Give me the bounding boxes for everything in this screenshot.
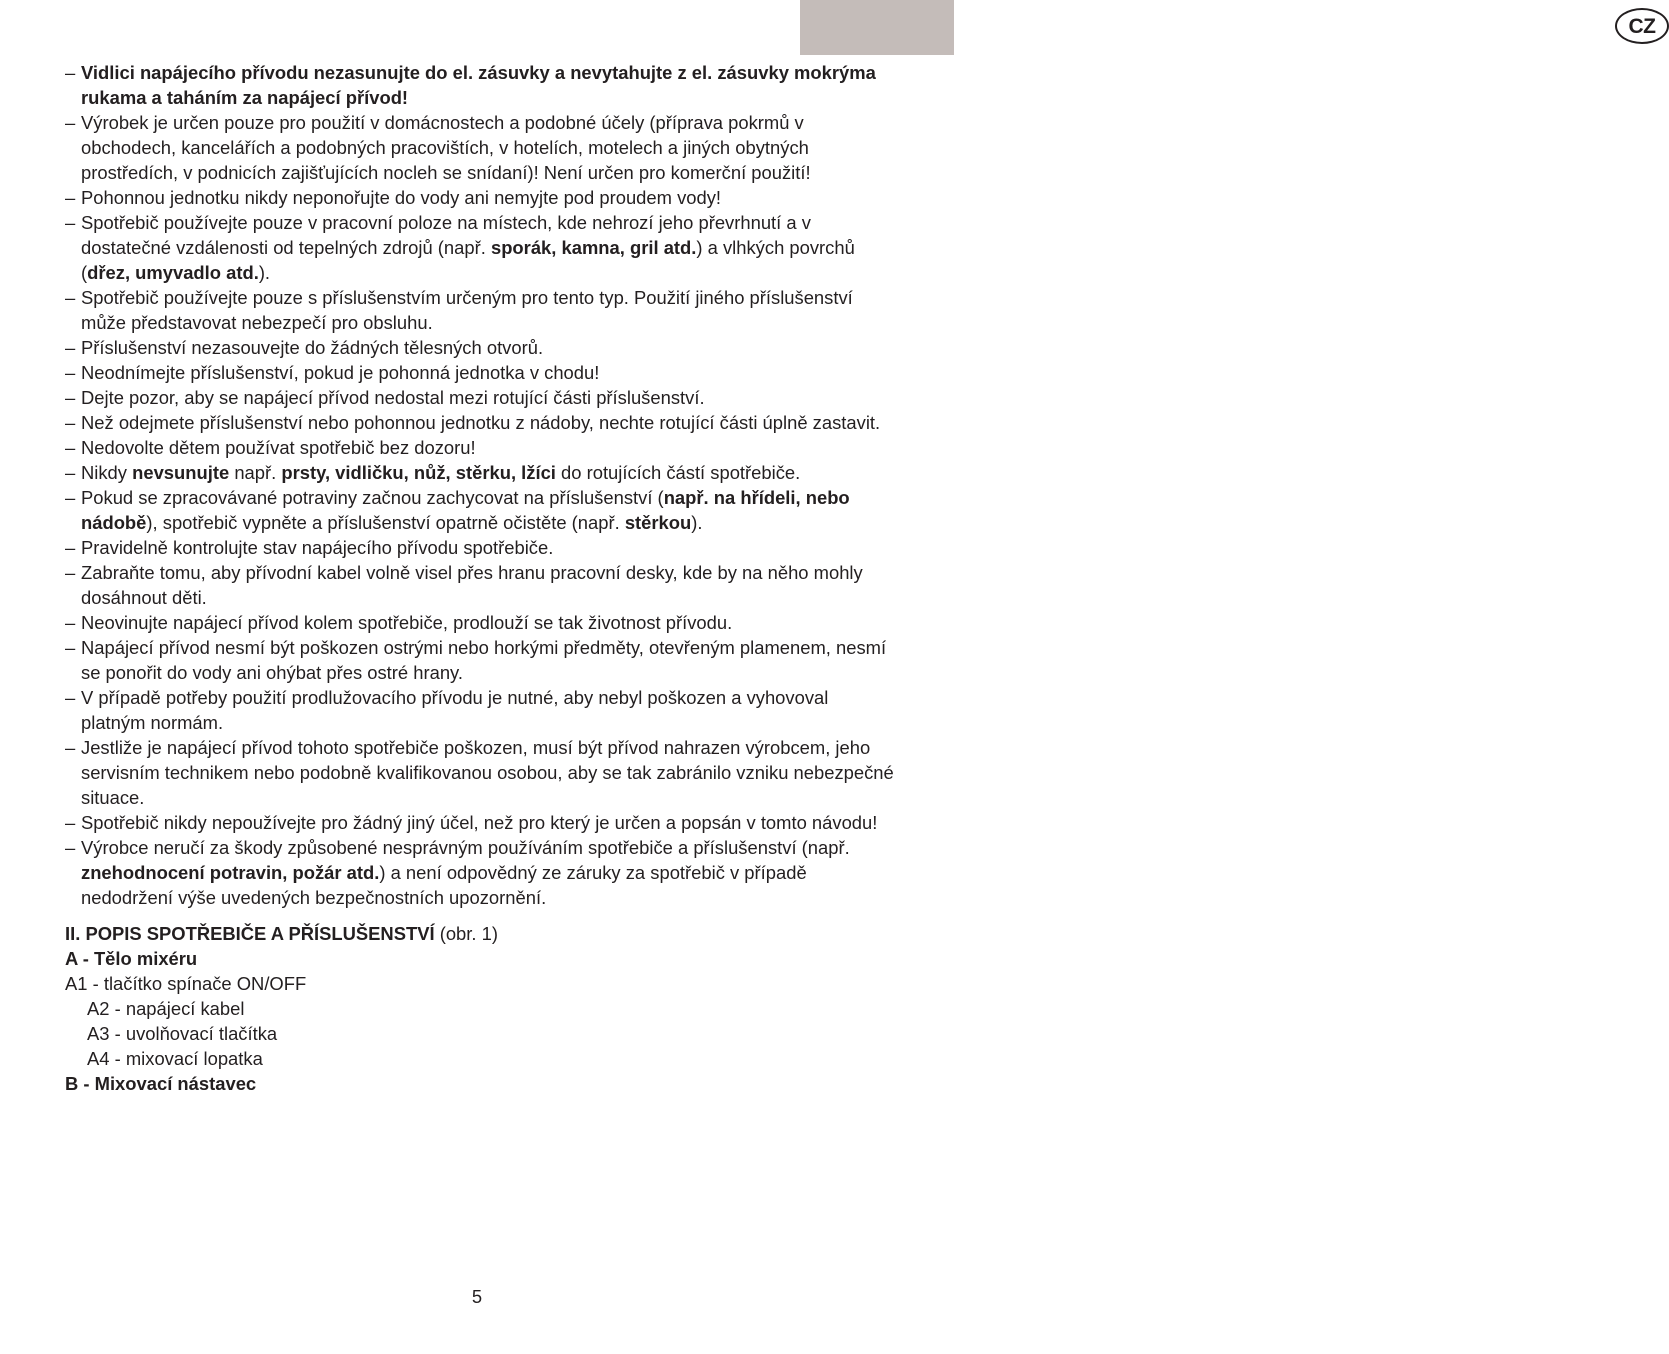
part-item-a1: A1 - tlačítko spínače ON/OFF [65,973,307,994]
bullet-dash: – [65,612,76,633]
item-text: Výrobce neručí za škody způsobené nesprávným používáním spotřebiče a příslušenství (např. [81,837,850,858]
page-number: 5 [471,1286,483,1307]
safety-item [65,535,895,560]
item-text: ). [691,512,703,533]
emphasis-text: např. na hřídeli, nebo nádobě [81,487,850,533]
item-text: ) a není odpovědný ze záruky za spotřebič v případě nedodržení výše uvedených bezpečnostních upozornění. [81,862,807,908]
safety-item [65,385,895,410]
item-text: Pravidelně kontrolujte stav napájecího přívodu spotřebiče. [81,537,554,558]
safety-item [65,685,895,735]
bullet-dash: – [65,62,76,83]
bullet-dash: – [65,387,76,408]
bullet-dash: – [65,562,76,583]
bullet-dash: – [65,112,76,133]
safety-item [65,335,895,360]
emphasis-text: znehodnocení potravin, požár atd. [81,862,380,883]
item-text: do rotujících částí spotřebiče. [555,462,801,483]
bullet-dash: – [65,437,76,458]
bullet-dash: – [65,212,76,233]
emphasis-text: Vidlici napájecího přívodu nezasunujte do el. zásuvky a nevytahujte z el. zásuvky mokrýma rukama a taháním za napájecí přívod! [81,62,876,108]
bullet-dash: – [65,362,76,383]
part-item-a3: A3 - uvolňovací tlačítka [87,1023,278,1044]
bullet-dash: – [65,337,76,358]
group-b-heading: B - Mixovací nástavec [65,1073,257,1094]
safety-item [65,60,895,110]
item-text: ) a vlhkých povrchů ( [81,237,855,283]
page-content [65,60,895,1096]
item-text: Než odejmete příslušenství nebo pohonnou jednotku z nádoby, nechte rotující části úplně zastavit. [81,412,881,433]
safety-item [65,810,895,835]
safety-item [65,110,895,185]
item-text: Nikdy [81,462,133,483]
section-title: II. POPIS SPOTŘEBIČE A PŘÍSLUŠENSTVÍ [65,923,435,944]
safety-item [65,735,895,810]
bullet-dash: – [65,837,76,858]
bullet-dash: – [65,462,76,483]
safety-item [65,360,895,385]
item-text: ), spotřebič vypněte a příslušenství opatrně očistěte (např. [146,512,625,533]
item-text: Napájecí přívod nesmí být poškozen ostrými nebo horkými předměty, otevřeným plamenem, nesmí se ponořit do vody ani ohýbat přes ostré hrany. [81,637,887,683]
emphasis-text: dřez, umyvadlo atd. [87,262,259,283]
item-text: Příslušenství nezasouvejte do žádných tělesných otvorů. [81,337,544,358]
safety-item [65,460,895,485]
language-badge: CZ [1615,8,1669,44]
bullet-dash: – [65,487,76,508]
item-text: Zabraňte tomu, aby přívodní kabel volně visel přes hranu pracovní desky, kde by na něho mohly dosáhnout děti. [81,562,863,608]
emphasis-text: nevsunujte [132,462,230,483]
item-text: Spotřebič nikdy nepoužívejte pro žádný jiný účel, než pro který je určen a popsán v tomto návodu! [81,812,878,833]
bullet-dash: – [65,412,76,433]
bullet-dash: – [65,637,76,658]
bullet-dash: – [65,812,76,833]
part-item-a2: A2 - napájecí kabel [87,998,245,1019]
safety-item [65,285,895,335]
safety-list [65,60,895,910]
safety-item [65,835,895,910]
item-text: Pokud se zpracovávané potraviny začnou zachycovat na příslušenství ( [81,487,664,508]
safety-item [65,435,895,460]
safety-item [65,210,895,285]
group-a-heading: A - Tělo mixéru [65,948,198,969]
safety-item [65,410,895,435]
item-text: Jestliže je napájecí přívod tohoto spotřebiče poškozen, musí být přívod nahrazen výrobcem, jeho servisním technikem nebo podobně kvalifikovanou osobou, aby se tak zabránilo vzniku nebezpečné situace. [81,737,894,808]
item-text: ). [258,262,271,283]
safety-item [65,185,895,210]
item-text: Neodnímejte příslušenství, pokud je pohonná jednotka v chodu! [81,362,600,383]
item-text: Nedovolte dětem používat spotřebič bez dozoru! [81,437,476,458]
safety-item [65,610,895,635]
item-text: V případě potřeby použití prodlužovacího přívodu je nutné, aby nebyl poškozen a vyhovoval platným normám. [81,687,829,733]
item-text: Pohonnou jednotku nikdy neponořujte do vody ani nemyjte pod proudem vody! [81,187,722,208]
language-tab [800,0,1656,55]
emphasis-text: prsty, vidličku, nůž, stěrku, lžíci [281,462,556,483]
safety-item [65,560,895,610]
emphasis-text: sporák, kamna, gril atd. [490,237,697,258]
item-text: Dejte pozor, aby se napájecí přívod nedostal mezi rotující části příslušenství. [81,387,705,408]
safety-item [65,635,895,685]
bullet-dash: – [65,687,76,708]
section-heading [65,921,895,946]
item-text: Spotřebič používejte pouze v pracovní poloze na místech, kde nehrozí jeho převrhnutí a v dostatečné vzdálenosti od tepelných zdrojů (např. [81,212,811,258]
bullet-dash: – [65,537,76,558]
item-text: Spotřebič používejte pouze s příslušenstvím určeným pro tento typ. Použití jiného příslušenství může představovat nebezpečí pro obsluhu. [81,287,853,333]
bullet-dash: – [65,737,76,758]
item-text: např. [229,462,282,483]
item-text: Neovinujte napájecí přívod kolem spotřebiče, prodlouží se tak životnost přívodu. [81,612,733,633]
bullet-dash: – [65,187,76,208]
section-figure-ref: (obr. 1) [434,923,498,944]
safety-item [65,485,895,535]
bullet-dash: – [65,287,76,308]
emphasis-text: stěrkou [624,512,692,533]
part-item-a4: A4 - mixovací lopatka [87,1048,263,1069]
item-text: Výrobek je určen pouze pro použití v domácnostech a podobné účely (příprava pokrmů v obchodech, kancelářích a podobných pracovištích, v hotelích, motelech a jiných obytných prostředích, v podnicích zajišťujících nocleh se snídaní)! Není určen pro komerční použití! [81,112,811,183]
